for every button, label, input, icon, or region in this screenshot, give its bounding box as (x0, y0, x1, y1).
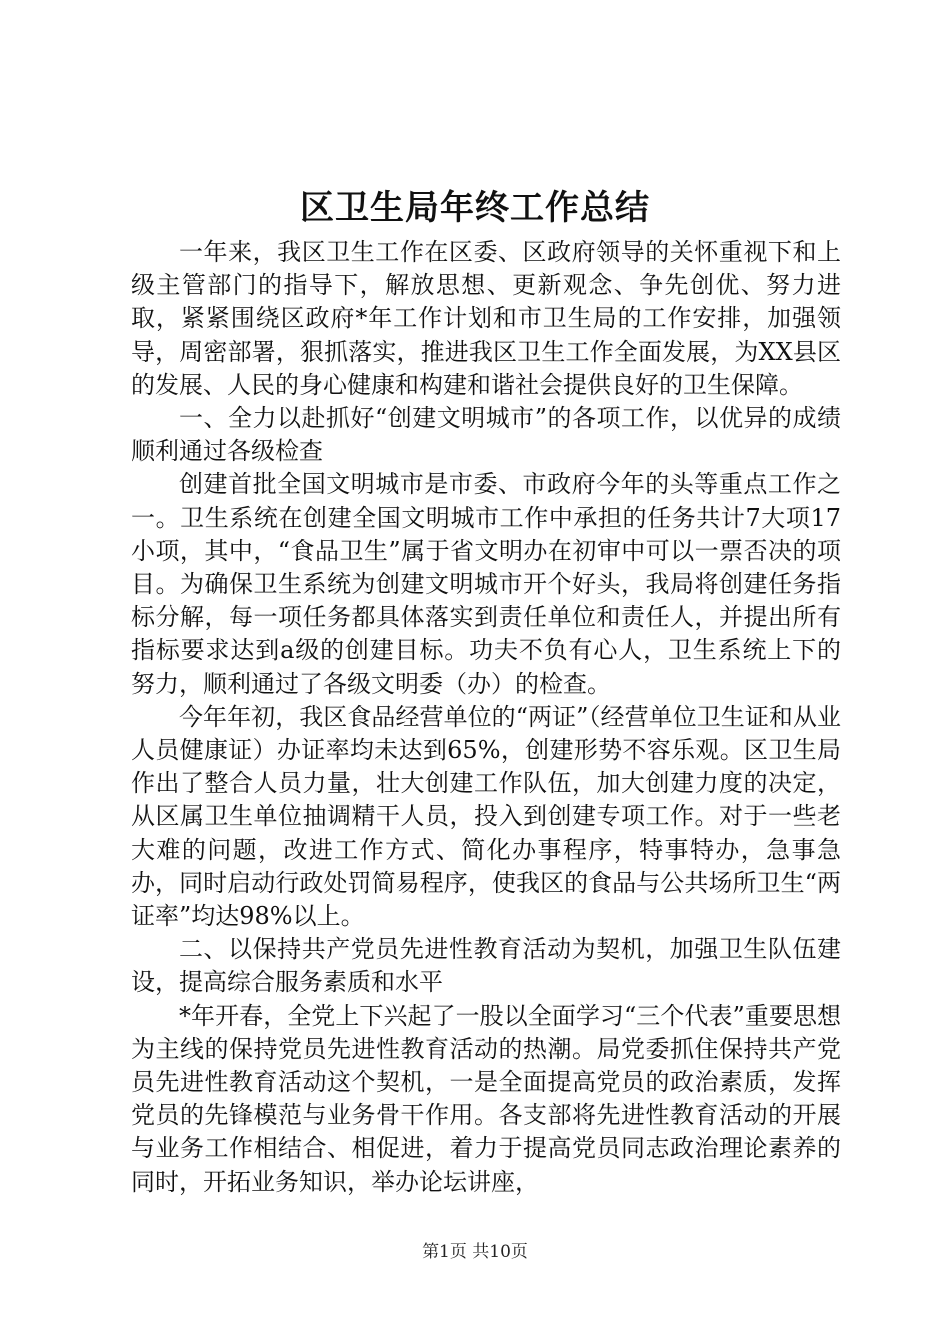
paragraph-intro: 一年来，我区卫生工作在区委、区政府领导的关怀重视下和上级主管部门的指导下，解放思想、更新观念、争先创优、努力进取，紧紧围绕区政府*年工作计划和市卫生局的工作安排，加强领导，周密部署，狠抓落实，推进我区卫生工作全面发展，为XX县区的发展、人民的身心健康和构建和谐社会提供良好的卫生保障。 (131, 238, 841, 399)
paragraph-civilized-city: 创建首批全国文明城市是市委、市政府今年的头等重点工作之一。卫生系统在创建全国文明城市工作中承担的任务共计7大项17小项，其中，“食品卫生”属于省文明办在初审中可以一票否决的项目。为确保卫生系统为创建文明城市开个好头，我局将创建任务指标分解，每一项任务都具体落实到责任单位和责任人，并提出所有指标要求达到a级的创建目标。功夫不负有心人，卫生系统上下的努力，顺利通过了各级文明委（办）的检查。 (131, 470, 841, 698)
section-heading-2: 二、以保持共产党员先进性教育活动为契机，加强卫生队伍建设，提高综合服务素质和水平 (131, 935, 841, 997)
document-body (131, 236, 841, 1199)
page-footer: 第1页 共10页 (422, 1242, 528, 1262)
paragraph-two-certificates: 今年年初，我区食品经营单位的“两证”（经营单位卫生证和从业人员健康证）办证率均未达到65%，创建形势不容乐观。区卫生局作出了整合人员力量，壮大创建工作队伍，加大创建力度的决定，从区属卫生单位抽调精干人员，投入到创建专项工作。对于一些老大难的问题，改进工作方式、简化办事程序，特事特办，急事急办，同时启动行政处罚简易程序，使我区的食品与公共场所卫生“两证率”均达98%以上。 (131, 702, 841, 931)
paragraph-party-education: *年开春，全党上下兴起了一股以全面学习“三个代表”重要思想为主线的保持党员先进性教育活动的热潮。局党委抓住保持共产党员先进性教育活动这个契机，一是全面提高党员的政治素质，发挥党员的先锋模范与业务骨干作用。各支部将先进性教育活动的开展与业务工作相结合、相促进，着力于提高党员同志政治理论素养的同时，开拓业务知识，举办论坛讲座， (131, 1001, 841, 1196)
section-heading-1: 一、全力以赴抓好“创建文明城市”的各项工作，以优异的成绩顺利通过各级检查 (131, 404, 841, 466)
document-title: 区卫生局年终工作总结 (300, 188, 650, 228)
